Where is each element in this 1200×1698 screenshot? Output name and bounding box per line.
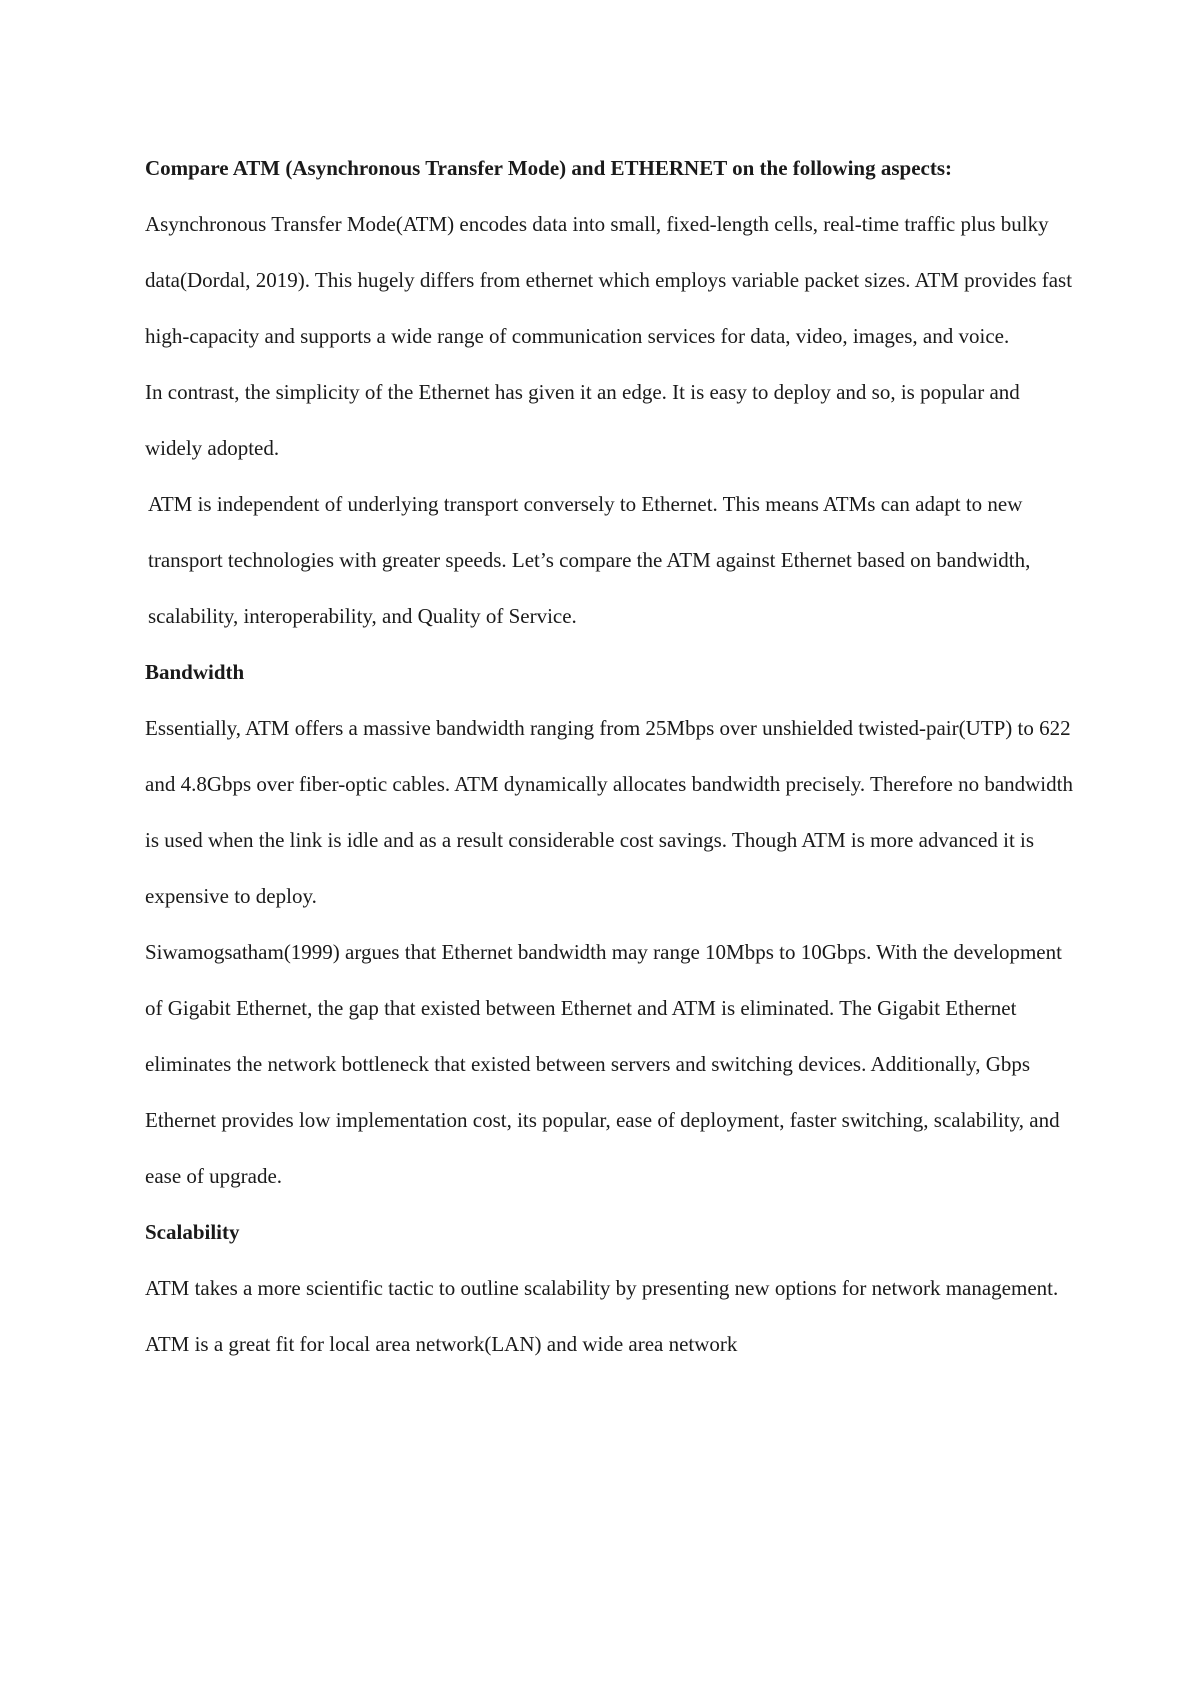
intro-paragraph-2: In contrast, the simplicity of the Ethernet has given it an edge. It is easy to deploy and so, is popular and widely adopted.	[145, 380, 1020, 460]
bandwidth-paragraph-1: Essentially, ATM offers a massive bandwidth ranging from 25Mbps over unshielded twisted-pair(UTP) to 622 and 4.8Gbps over fiber-optic cables. ATM dynamically allocates bandwidth precisely. Therefore no bandwidth is used when the link is idle and as a result considerable cost savings. Though ATM is more advanced it is expensive to deploy.	[145, 716, 1073, 908]
intro-paragraph-1: Asynchronous Transfer Mode(ATM) encodes data into small, fixed-length cells, real-time traffic plus bulky data(Dordal, 2019). This hugely differs from ethernet which employs variable packet sizes. ATM provides fast high-capacity and supports a wide range of communication services for data, video, images, and voice.	[145, 212, 1073, 348]
section-heading-bandwidth: Bandwidth	[145, 660, 245, 684]
document-title: Compare ATM (Asynchronous Transfer Mode) and ETHERNET on the following aspects:	[145, 156, 953, 180]
intro-paragraph-3: ATM is independent of underlying transport conversely to Ethernet. This means ATMs can adapt to new transport technologies with greater speeds. Let’s compare the ATM against Ethernet based on bandwidth, scalability, interoperability, and Quality of Service.	[148, 492, 1031, 628]
document-body	[145, 140, 1075, 1372]
scalability-paragraph-1: ATM takes a more scientific tactic to outline scalability by presenting new options for network management. ATM is a great fit for local area network(LAN) and wide area network	[145, 1276, 1059, 1356]
bandwidth-paragraph-2: Siwamogsatham(1999) argues that Ethernet bandwidth may range 10Mbps to 10Gbps. With the development of Gigabit Ethernet, the gap that existed between Ethernet and ATM is eliminated. The Gigabit Ethernet eliminates the network bottleneck that existed between servers and switching devices. Additionally, Gbps Ethernet provides low implementation cost, its popular, ease of deployment, faster switching, scalability, and ease of upgrade.	[145, 940, 1062, 1188]
section-heading-scalability: Scalability	[145, 1220, 240, 1244]
